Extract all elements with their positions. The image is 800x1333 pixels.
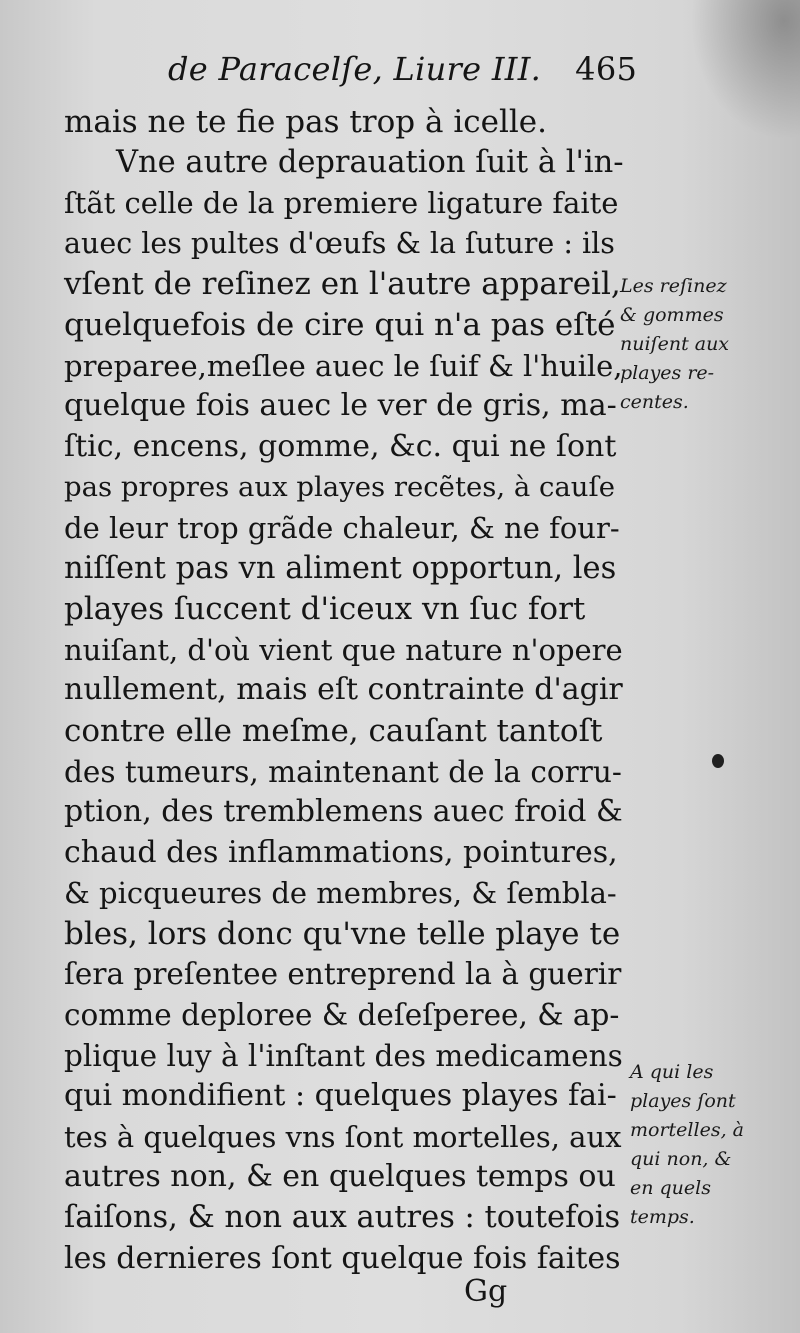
running-head-title: de Paracelſe, Liure III. [168,50,542,88]
text-line: niſſent pas vn aliment opportun, les [64,550,617,586]
text-line: ſtãt celle de la premiere ligature faite [64,186,619,221]
running-head [168,50,637,88]
page-number: 465 [575,50,638,88]
note-line: playes ſont [630,1090,736,1112]
text-line: ſaiſons, & non aux autres : toutefois [64,1200,621,1236]
text-line: quelquefois de cire qui n'a pas eſté [64,306,616,343]
note-line: A qui les [630,1061,714,1083]
note-line: Les reſinez [620,275,727,297]
text-line: nuiſant, d'où vient que nature n'opere [64,632,623,667]
text-line: des tumeurs, maintenant de la corru- [64,754,622,789]
text-line: contre elle meſme, cauſant tantoſt [64,712,603,749]
text-line: autres non, & en quelques temps ou [64,1159,616,1195]
note-line: mortelles, à [630,1119,744,1141]
marginal-note-resins [620,272,770,417]
ink-blot [712,754,724,768]
text-line: tes à quelques vns ſont mortelles, aux [64,1119,622,1154]
text-line: pas propres aux playes recẽtes, à cauſe [64,471,615,504]
text-line: preparee,meſlee auec le ſuif & l'huile, [64,348,623,383]
note-line: playes re- [620,362,715,384]
body-text [64,102,624,1279]
page-edge-shadow [690,0,800,140]
text-line: Vne autre deprauation ſuit à l'in- [116,144,624,180]
text-line: vſent de reſinez en l'autre appareil, [64,266,621,303]
text-line: de leur trop grãde chaleur, & ne four- [64,510,620,545]
marginal-note-mortal-wounds [630,1058,780,1232]
text-line: mais ne te fie pas trop à icelle. [64,104,547,140]
note-line: centes. [620,391,689,413]
note-line: temps. [630,1206,695,1228]
text-line: comme deploree & deſeſperee, & ap- [64,998,620,1033]
note-line: & gommes [620,304,724,326]
note-line: nuiſent aux [620,333,730,355]
text-line: bles, lors donc qu'vne telle playe te [64,915,621,952]
text-line: nullement, mais eſt contrainte d'agir [64,672,623,708]
note-line: en quels [630,1177,711,1199]
note-line: qui non, & [630,1148,732,1170]
text-line: & picqueures de membres, & ſembla- [64,876,617,911]
text-line: chaud des inflammations, pointures, [64,834,618,870]
text-line: ption, des tremblemens auec froid & [64,794,623,830]
text-line: auec les pultes d'œufs & la ſuture : ils [64,226,615,260]
text-line: ſtic, encens, gomme, &c. qui ne ſont [64,428,617,464]
text-line: playes ſuccent d'iceux vn ſuc fort [64,591,586,628]
text-line: plique luy à l'inſtant des medicamens [64,1038,623,1073]
text-line: les dernieres ſont quelque fois faites [64,1240,621,1276]
text-line: quelque fois auec le ver de gris, ma- [64,388,617,424]
signature-mark: Gg [464,1274,508,1309]
text-line: ſera preſentee entreprend la à guerir [64,957,622,992]
text-line: qui mondifient : quelques playes fai- [64,1078,617,1114]
